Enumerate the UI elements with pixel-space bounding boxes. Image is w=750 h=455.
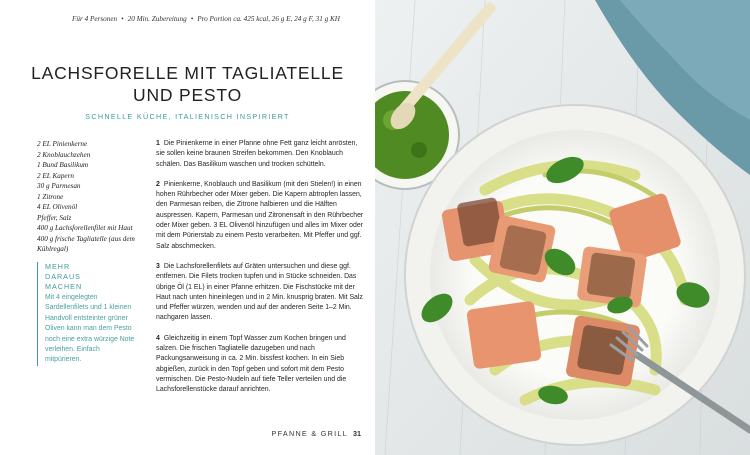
food-photo-illustration <box>375 0 750 455</box>
recipe-photo <box>375 0 750 455</box>
page-footer <box>271 429 361 438</box>
ingredient-item: Pfeffer, Salz <box>37 213 72 222</box>
tip-title: MEHR DARAUS MACHEN <box>45 262 83 291</box>
step-2 <box>156 180 366 252</box>
step-4 <box>156 334 366 396</box>
step-text: Die Lachsforellenfilets auf Gräten untersuchen und diese ggf. entfernen. Die Filets trocken tupfen und in Stücke schneiden. Das übrige Öl (1 EL) in einer Pfanne erhitzen. Die Fischstücke mit der Haut nach unten hineinlegen und in 2 Min. knusprig braten. Mit Salz und Pfeffer würzen, wenden und auf der anderen Seite 1–2 Min. nachgaren lassen. <box>156 262 363 322</box>
ingredient-item: 1 Bund Basilikum <box>37 161 89 169</box>
nutrition-info: Pro Portion ca. 425 kcal, 26 g E, 24 g F, 31 g KH <box>197 15 340 23</box>
title-line-2: UND PESTO <box>133 85 242 105</box>
step-number: 4 <box>156 334 160 342</box>
step-text: Pinienkerne, Knoblauch und Basilikum (mit den Stielen!) in einen hohen Rührbecher oder Mixer geben. Die Kapern abtropfen lassen, den Parmesan reiben, die Zitrone halbieren und die Hälften auspressen. Kapern, Parmesan und Zitronensaft in den Rührbecher oder Mixer geben. 3 EL Olivenöl hinzufügen und alles im Mixer oder mit dem Pürierstab zu einem Pesto verarbeiten. Mit Pfeffer und ggf. Salz abschmecken. <box>156 180 364 250</box>
ingredient-item: 4 EL Olivenöl <box>37 203 78 211</box>
page-number: 31 <box>353 429 361 438</box>
step-1 <box>156 139 366 170</box>
meta-separator: • <box>121 15 124 23</box>
step-text: Die Pinienkerne in einer Pfanne ohne Fett ganz leicht anrösten, sie sollen keine braunen Streifen bekommen. Den Knoblauch schälen. Das Basilikum waschen und trocken schütteln. <box>156 140 358 168</box>
recipe-subtitle: SCHNELLE KÜCHE, ITALIENISCH INSPIRIERT <box>85 112 290 121</box>
ingredient-item: 400 g frische Tagliatelle (aus dem Kühlregal) <box>37 234 135 253</box>
preparation-steps <box>156 139 366 406</box>
recipe-meta <box>72 15 372 23</box>
ingredient-item: 30 g Parmesan <box>37 182 81 190</box>
ingredient-item: 2 EL Kapern <box>37 171 75 180</box>
step-text: Gleichzeitig in einem Topf Wasser zum Kochen bringen und salzen. Die frischen Tagliatelle dazugeben und nach Packungsanweisung in ca. 2 Min. bissfest kochen. In ein Sieb abgießen, zurück in den Topf geben und sofort mit dem Pesto vermischen. Die Pesto-Nudeln auf tiefe Teller verteilen und die Lachsforellenstücke darauf anrichten. <box>156 334 347 394</box>
tip-box <box>37 262 135 366</box>
meta-separator: • <box>190 15 194 23</box>
prep-time: 20 Min. Zubereitung <box>127 15 187 23</box>
ingredient-list <box>37 139 142 255</box>
ingredient-item: 2 EL Pinienkerne <box>37 140 88 148</box>
ingredient-item: 1 Zitrone <box>37 192 64 201</box>
tip-text: Mit 4 eingelegten Sardellenfilets und 1 kleinen Handvoll entsteinter grüner Oliven kann man dem Pesto noch eine extra würzige Note verleihen. Einfach mitpürieren. <box>45 294 135 364</box>
step-3 <box>156 262 366 324</box>
title-line-1: LACHSFORELLE MIT TAGLIATELLE <box>31 63 344 83</box>
ingredient-item: 400 g Lachsforellenfilet mit Haut <box>37 224 133 232</box>
step-number: 1 <box>156 140 160 147</box>
recipe-title <box>20 62 355 106</box>
pesto-shadow <box>411 142 427 158</box>
step-number: 3 <box>156 262 160 270</box>
step-number: 2 <box>156 180 160 188</box>
ingredient-item: 2 Knoblauchzehen <box>37 150 91 159</box>
section-name: PFANNE & GRILL <box>271 429 348 438</box>
servings: Für 4 Personen <box>72 15 118 23</box>
